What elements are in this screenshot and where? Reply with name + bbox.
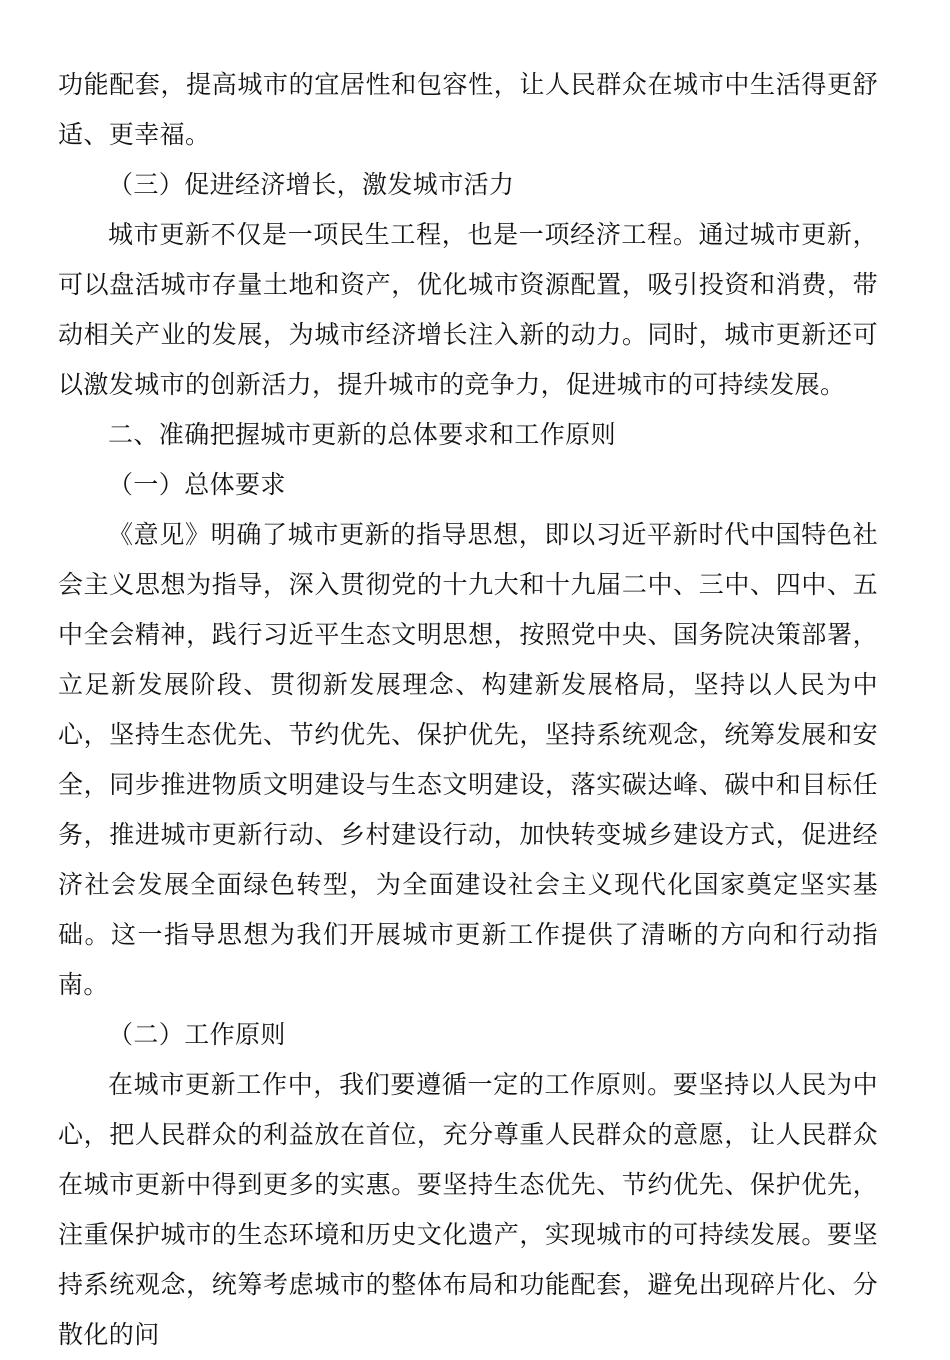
paragraph-guiding-thought: 《意见》明确了城市更新的指导思想，即以习近平新时代中国特色社会主义思想为指导，深入贯彻党的十九大和十九届二中、三中、四中、五中全会精神，践行习近平生态文明思想，按照党中央、国务院决策部署，立足新发展阶段、贯彻新发展理念、构建新发展格局，坚持以人民为中心，坚持生态优先、节约优先、保护优先，坚持系统观念，统筹发展和安全，同步推进物质文明建设与生态文明建设，落实碳达峰、碳中和目标任务，推进城市更新行动、乡村建设行动，加快转变城乡建设方式，促进经济社会发展全面绿色转型，为全面建设社会主义现代化国家奠定坚实基础。这一指导思想为我们开展城市更新工作提供了清晰的方向和行动指南。 bbox=[58, 520, 878, 999]
section-heading-3: （三）促进经济增长，激发城市活力 bbox=[108, 170, 515, 199]
section-heading-2: （二）工作原则 bbox=[108, 1020, 286, 1049]
paragraph-economy: 城市更新不仅是一项民生工程，也是一项经济工程。通过城市更新，可以盘活城市存量土地和资产，优化城市资源配置，吸引投资和消费，带动相关产业的发展，为城市经济增长注入新的动力。同时，城市更新还可以激发城市的创新活力，提升城市的竞争力，促进城市的可持续发展。 bbox=[58, 220, 878, 399]
chapter-heading-2: 二、准确把握城市更新的总体要求和工作原则 bbox=[108, 420, 617, 449]
paragraph-continued: 功能配套，提高城市的宜居性和包容性，让人民群众在城市中生活得更舒适、更幸福。 bbox=[58, 70, 878, 149]
paragraph-work-principles: 在城市更新工作中，我们要遵循一定的工作原则。要坚持以人民为中心，把人民群众的利益放在首位，充分尊重人民群众的意愿，让人民群众在城市更新中得到更多的实惠。要坚持生态优先、节约优先、保护优先，注重保护城市的生态环境和历史文化遗产，实现城市的可持续发展。要坚持系统观念，统筹考虑城市的整体布局和功能配套，避免出现碎片化、分散化的问 bbox=[58, 1070, 878, 1349]
document-page bbox=[58, 60, 878, 1360]
section-heading-1: （一）总体要求 bbox=[108, 470, 286, 499]
